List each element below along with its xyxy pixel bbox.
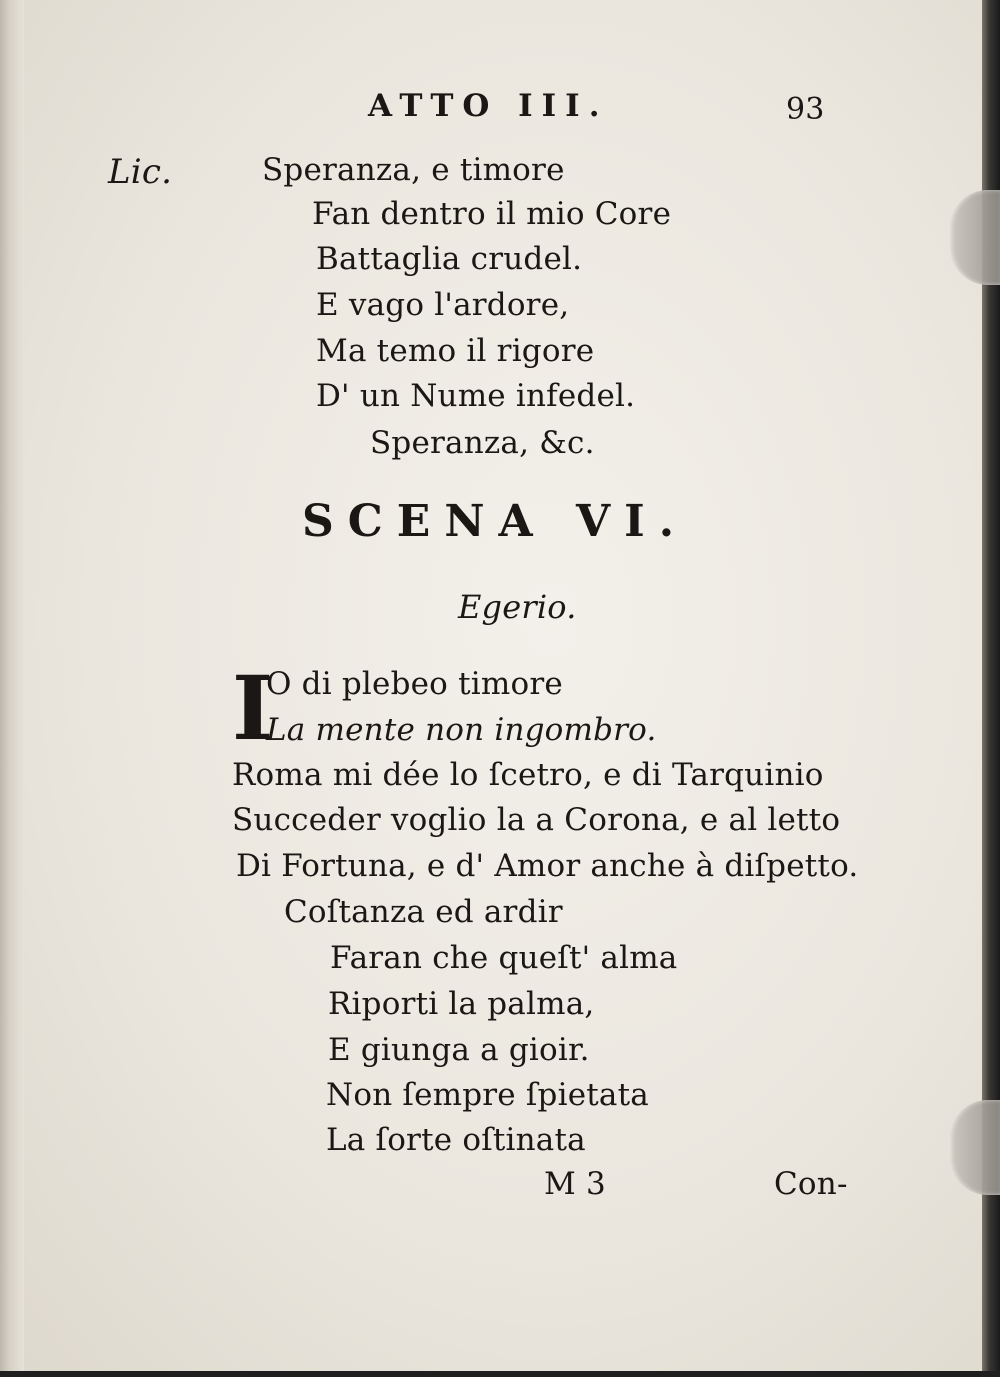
running-head-title: ATTO III.	[368, 88, 609, 124]
verse-line: Battaglia crudel.	[316, 241, 583, 277]
speech-line: La ſorte oſtinata	[326, 1122, 586, 1158]
page-clip-bottom	[950, 1100, 1000, 1195]
verse-line: Fan dentro il mio Core	[312, 196, 672, 232]
speech-line: Succeder voglio la a Corona, e al letto	[232, 802, 841, 838]
signature-mark: M 3	[544, 1166, 606, 1202]
drop-cap: I	[232, 656, 274, 760]
speech-line: Di Fortuna, e d' Amor anche à diſpetto.	[236, 848, 859, 884]
verse-line: Speranza, e timore	[262, 152, 565, 188]
binding-gutter	[0, 0, 24, 1377]
speech-line: O di plebeo timore	[266, 666, 563, 702]
speaker-label: Lic.	[108, 152, 173, 192]
speech-line: Roma mi dée lo ſcetro, e di Tarquinio	[232, 757, 824, 793]
speech-line: Faran che queſt' alma	[330, 940, 678, 976]
scene-title: SCENA VI.	[302, 496, 689, 547]
speech-line: La mente non ingombro.	[266, 712, 657, 748]
page-clip-top	[950, 190, 1000, 285]
verse-line: E vago l'ardore,	[316, 287, 570, 323]
verse-line: Ma temo il rigore	[316, 333, 595, 369]
speech-line: Riporti la palma,	[328, 986, 595, 1022]
speech-line: E giunga a gioir.	[328, 1032, 590, 1068]
speech-line: Non ſempre ſpietata	[326, 1077, 649, 1113]
verse-line: D' un Nume infedel.	[316, 378, 636, 414]
page-bottom-edge	[0, 1371, 1000, 1377]
catchword: Con-	[774, 1166, 848, 1202]
verse-line: Speranza, &c.	[370, 425, 595, 461]
speech-line: Coſtanza ed ardir	[284, 894, 563, 930]
scene-speaker: Egerio.	[458, 588, 577, 626]
page-number: 93	[786, 92, 825, 127]
